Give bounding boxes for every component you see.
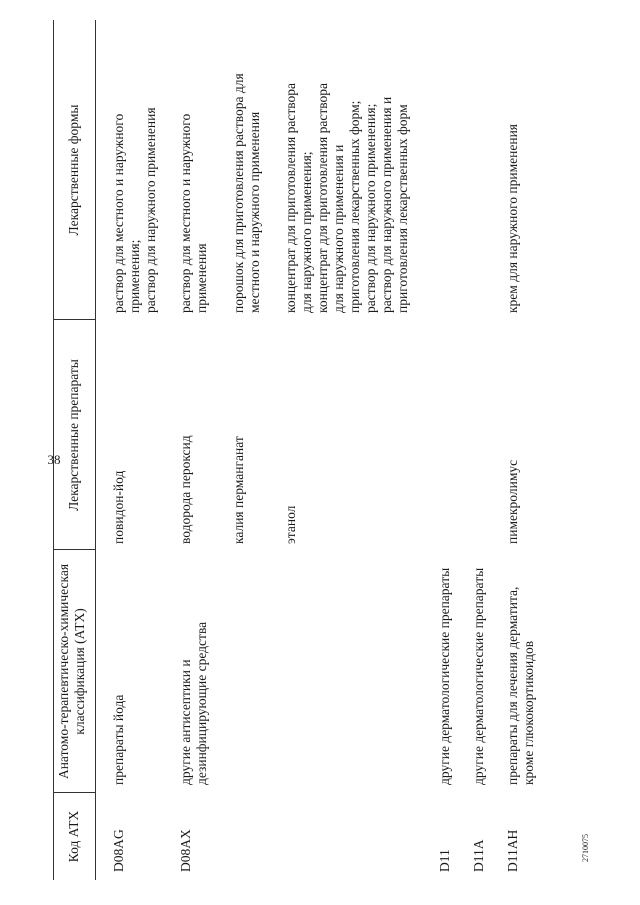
- drug-table: [35, 20, 615, 880]
- header-bottom-border: [95, 20, 96, 880]
- row-drug: пимекролимус: [505, 459, 520, 544]
- document-footer: 2710075: [581, 834, 590, 862]
- row-atc: препараты йода: [111, 694, 126, 785]
- row-drug: этанол: [283, 505, 298, 544]
- row-forms: порошок для приготовления раствора для местного и наружного применения: [231, 73, 262, 313]
- row-code: D11AH: [505, 829, 520, 872]
- row-code: D11A: [471, 839, 486, 872]
- header-code: Код АТХ: [66, 810, 81, 863]
- header-drugs: Лекарственные препараты: [66, 359, 81, 511]
- header-forms: Лекарственные формы: [66, 104, 81, 236]
- row-drug: повидон-йод: [111, 470, 126, 544]
- page-number: 38: [47, 452, 61, 467]
- row-drug: водорода пероксид: [178, 435, 193, 544]
- row-drug: калия перманганат: [231, 436, 246, 544]
- row-forms: раствор для местного и наружного применения; раствор для наружного применения: [111, 107, 158, 313]
- header-atc: Анатомо-терапевтическо-химическая классификация (АТХ): [56, 563, 87, 780]
- row-forms: крем для наружного применения: [505, 123, 520, 313]
- row-code: D08AG: [111, 829, 126, 872]
- table-top-border: [53, 20, 54, 880]
- row-atc: другие дерматологические препараты: [471, 567, 486, 785]
- row-atc: препараты для лечения дерматита, кроме глюкокортикоидов: [505, 586, 536, 785]
- row-atc: другие дерматологические препараты: [437, 567, 452, 785]
- row-code: D08AX: [178, 829, 193, 872]
- row-forms: концентрат для приготовления раствора для наружного применения; концентрат для приготовления раствора для наружного применения и приготовления лекарственных форм; раствор для наружного применения; раствор для наружного применения и приготовления лекарственных форм: [283, 82, 410, 313]
- row-forms: раствор для местного и наружного применения: [178, 113, 209, 313]
- row-code: D11: [437, 849, 452, 872]
- row-atc: другие антисептики и дезинфицирующие средства: [178, 621, 209, 785]
